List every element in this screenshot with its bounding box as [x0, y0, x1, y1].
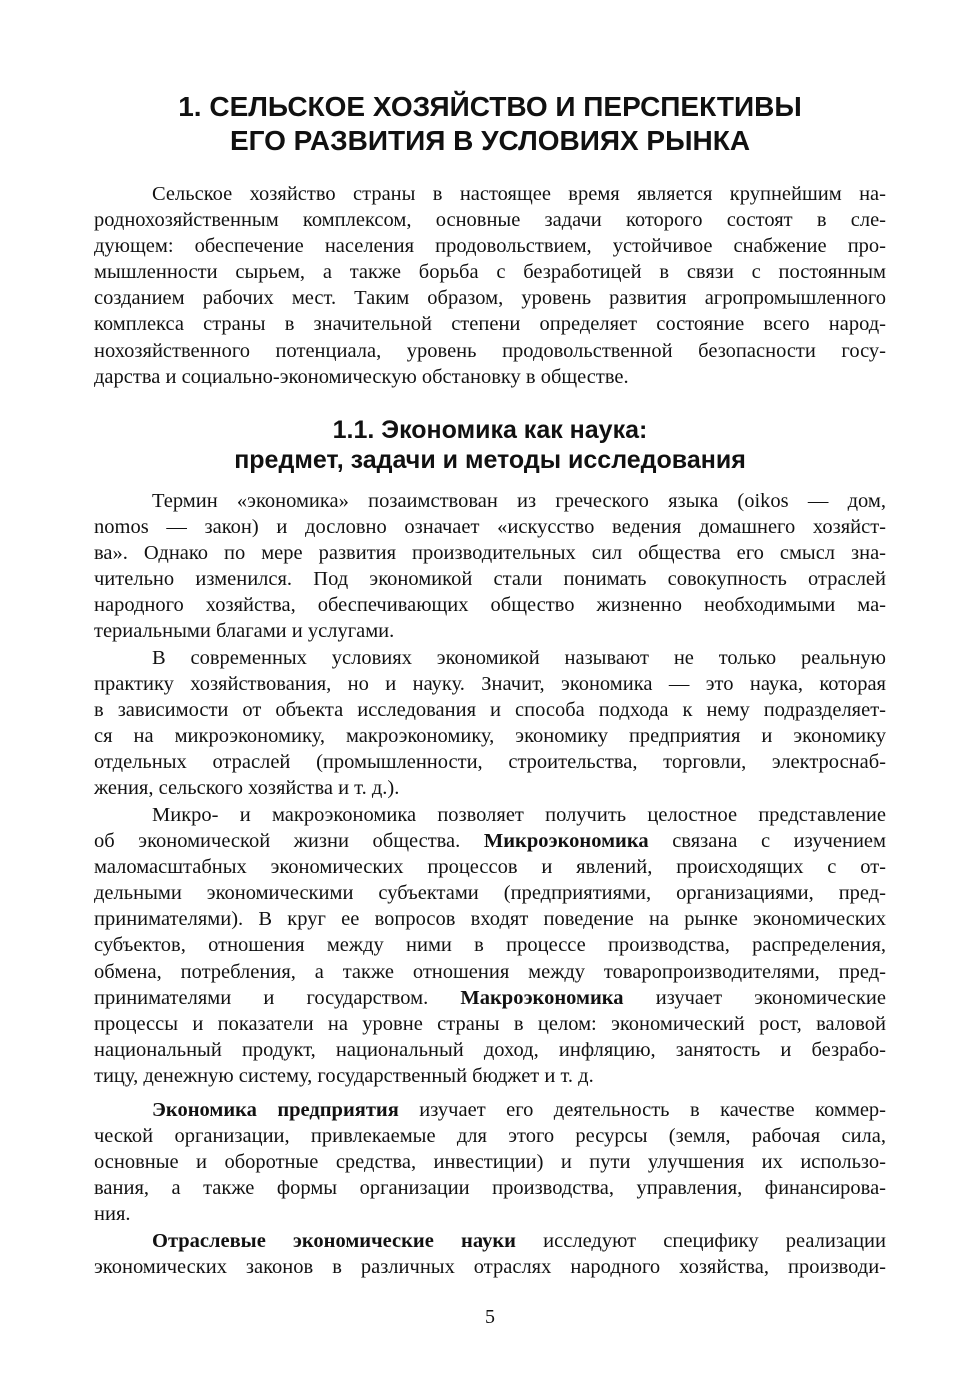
text-line: основные и оборотные средства, инвестиции) и пути улучшения их использо-: [94, 1151, 886, 1174]
text-line: маломасштабных экономических процессов и явлений, происходящих с от-: [94, 856, 886, 879]
term-sectoral-sciences: Отраслевые экономические науки: [152, 1230, 516, 1252]
text-line: нохозяйственного потенциала, уровень продовольственной безопасности госу-: [94, 339, 886, 362]
text-line: чительно изменился. Под экономикой стали понимать совокупность отраслей: [94, 568, 886, 591]
text-line: жения, сельского хозяйства и т. д.).: [94, 777, 400, 800]
text-line: народного хозяйства, обеспечивающих общество жизненно необходимыми ма-: [94, 594, 886, 617]
text-line: отдельных отраслей (промышленности, строительства, торговли, электроснаб-: [94, 751, 886, 774]
text-line: ния.: [94, 1203, 131, 1226]
text-line: вания, а также формы организации производства, управления, финансирова-: [94, 1177, 886, 1200]
text-line: созданием рабочих мест. Таким образом, уровень развития агропромышленного: [94, 287, 886, 310]
text-fragment: об экономической жизни общества.: [94, 830, 461, 853]
section-title: [95, 415, 885, 475]
text-line: субъектов, отношения между ними в процессе производства, распределения,: [94, 934, 886, 957]
section-title-line-2: предмет, задачи и методы исследования: [234, 446, 746, 474]
paragraph-economics-science: [94, 645, 886, 802]
text-line: [94, 828, 886, 854]
text-line: мышленности сырьем, а также борьба с безработицей в связи с постоянным: [94, 261, 886, 284]
term-macroeconomics: Макроэкономика: [460, 986, 624, 1009]
text-fragment: принимателями и государством.: [94, 986, 429, 1009]
text-fragment: изучает его деятельность в качестве коммер-: [419, 1099, 886, 1121]
text-fragment: изучает экономические: [655, 986, 887, 1009]
text-line: в зависимости от объекта исследования и способа подхода к нему подразделяет-: [94, 699, 886, 722]
text-line: дарства и социально-экономическую обстановку в обществе.: [94, 365, 629, 388]
text-line: практику хозяйствования, но и науку. Значит, экономика — это наука, которая: [94, 673, 886, 696]
paragraph-sectoral-sciences: [94, 1228, 886, 1280]
page-number: 5: [485, 1306, 495, 1328]
chapter-title-line-1: 1. СЕЛЬСКОЕ ХОЗЯЙСТВО И ПЕРСПЕКТИВЫ: [178, 91, 802, 122]
text-line: В современных условиях экономикой называют не только реальную: [152, 647, 886, 669]
text-line: роднохозяйственным комплексом, основные задачи которого состоят в сле-: [94, 209, 886, 232]
text-line: ва». Однако по мере развития производительных сил общества его смысл зна-: [94, 542, 886, 565]
section-title-line-1: 1.1. Экономика как наука:: [332, 416, 648, 444]
text-line: ся на микроэкономику, макроэкономику, экономику предприятия и экономику: [94, 725, 886, 748]
chapter-title: [95, 90, 885, 158]
intro-paragraph: [94, 181, 886, 390]
text-line: [94, 985, 886, 1011]
text-line: процессы и показатели на уровне страны в целом: экономический рост, валовой: [94, 1012, 886, 1035]
text-line: дующем: обеспечение населения продовольствием, устойчивое снабжение про-: [94, 235, 886, 258]
text-line: [94, 1097, 886, 1123]
text-line: дельными экономическими субъектами (предприятиями, организациями, пред-: [94, 882, 886, 905]
text-line: принимателями). В круг ее вопросов входят поведение на рынке экономических: [94, 908, 886, 931]
term-microeconomics: Микроэкономика: [483, 830, 649, 853]
text-line: Микро- и макроэкономика позволяет получить целостное представление: [152, 804, 886, 826]
text-line: обмена, потребления, а также отношения между товаропроизводителями, пред-: [94, 960, 886, 983]
text-line: [94, 1228, 886, 1254]
text-line: териальными благами и услугами.: [94, 620, 395, 643]
text-line: ческой организации, привлекаемые для этого ресурсы (земля, рабочая сила,: [94, 1125, 886, 1148]
paragraph-micro-macro: [94, 802, 886, 1089]
text-line: nomos — закон) и дословно означает «искусство ведения домашнего хозяйст-: [94, 516, 886, 539]
text-line: национальный продукт, национальный доход, инфляцию, занятость и безрабо-: [94, 1038, 886, 1061]
text-line: Сельское хозяйство страны в настоящее время является крупнейшим на-: [152, 183, 886, 205]
chapter-title-line-2: ЕГО РАЗВИТИЯ В УСЛОВИЯХ РЫНКА: [229, 125, 751, 156]
text-line: тицу, денежную систему, государственный бюджет и т. д.: [94, 1064, 594, 1087]
text-line: экономических законов в различных отраслях народного хозяйства, производи-: [94, 1256, 886, 1279]
text-line: комплекса страны в значительной степени определяет состояние всего народ-: [94, 313, 886, 336]
paragraph-etymology: [94, 488, 886, 645]
term-enterprise-economics: Экономика предприятия: [152, 1099, 399, 1121]
paragraph-enterprise-economics: [94, 1097, 886, 1227]
text-line: Термин «экономика» позаимствован из греческого языка (oikos — дом,: [152, 490, 886, 512]
text-fragment: связана с изучением: [672, 830, 886, 853]
text-fragment: исследуют специфику реализации: [543, 1230, 886, 1252]
